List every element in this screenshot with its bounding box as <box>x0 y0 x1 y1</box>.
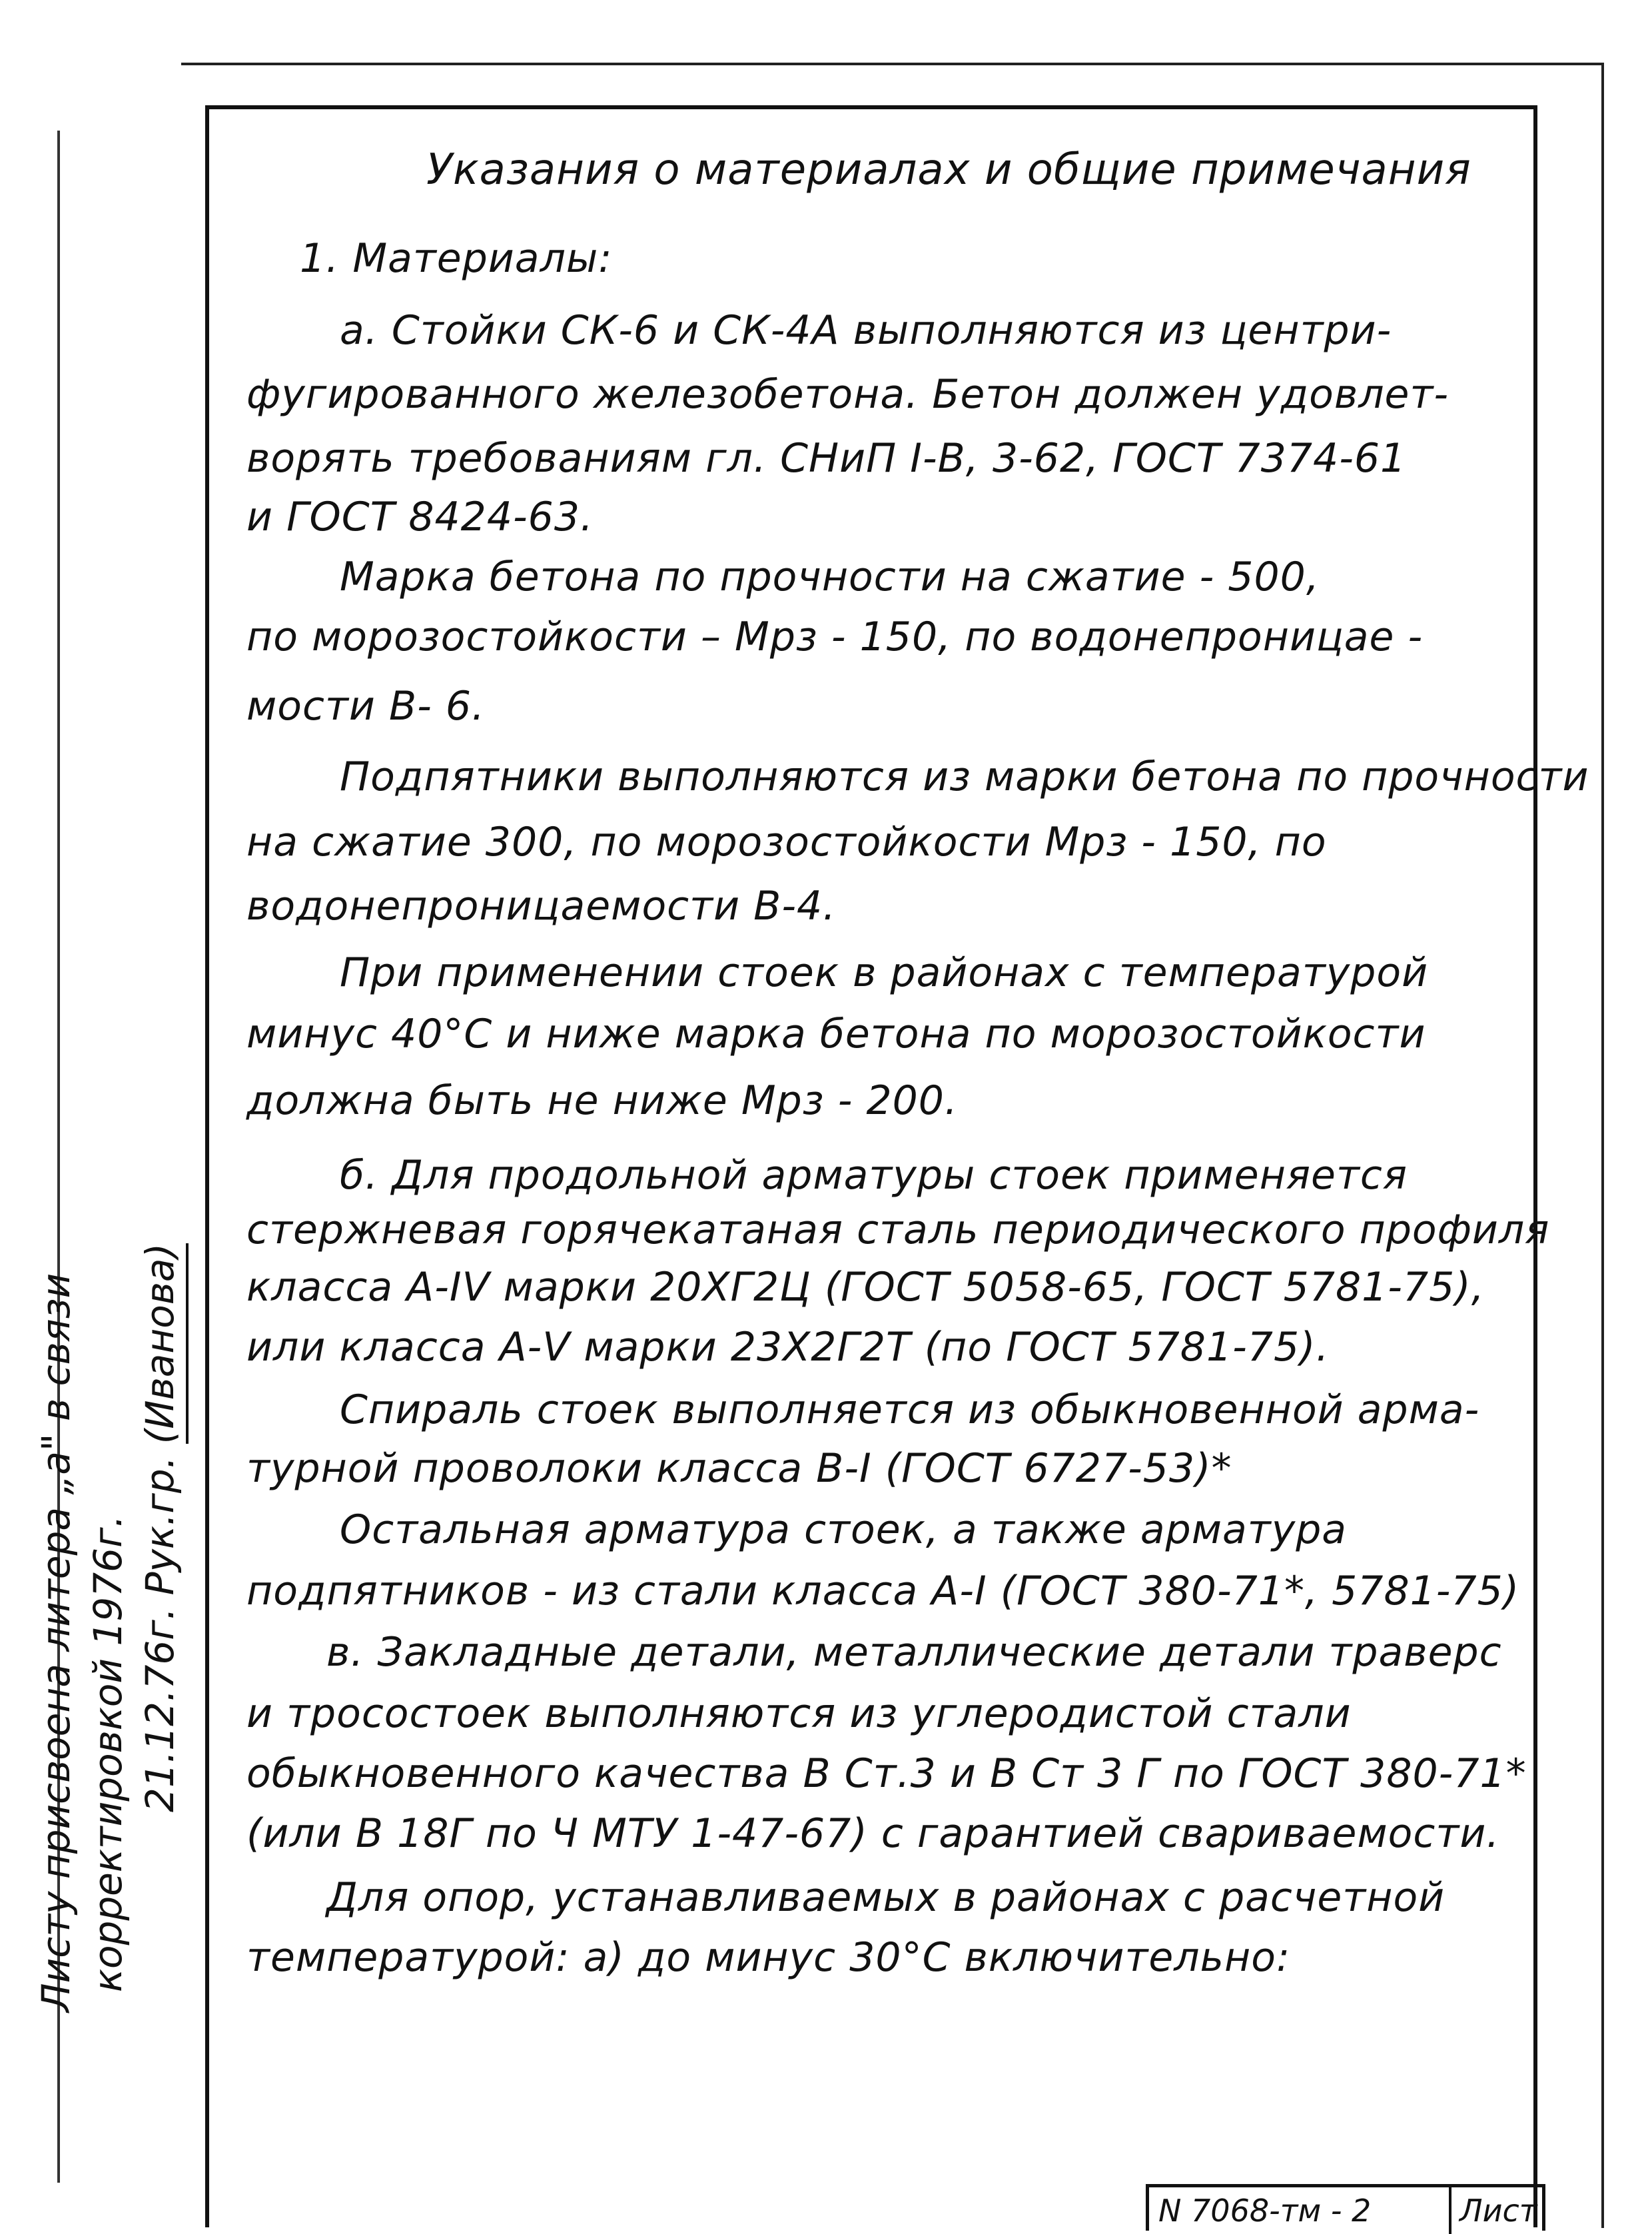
text-line: подпятников - из стали класса А-I (ГОСТ 380-71*, 5781-75) <box>246 1568 1520 1614</box>
text-line: б. Для продольной арматуры стоек применяется <box>340 1152 1408 1199</box>
text-line: Остальная арматура стоек, а также арматура <box>340 1506 1348 1553</box>
revision-note-line-3 <box>134 1243 189 1812</box>
revision-signature: (Иванова) <box>134 1243 189 1444</box>
text-line: (или В 18Г по Ч МТУ 1-47-67) с гарантией свариваемости. <box>246 1810 1500 1857</box>
text-line: а. Стойки СК-6 и СК-4А выполняются из центри- <box>340 307 1392 354</box>
text-line: Спираль стоек выполняется из обыкновенной арма- <box>340 1387 1480 1433</box>
text-line: или класса А-V марки 23Х2Г2Т (по ГОСТ 5781-75). <box>246 1324 1330 1371</box>
text-line: и тросостоек выполняются из углеродистой стали <box>246 1690 1352 1737</box>
text-line: класса А-IV марки 20ХГ2Ц (ГОСТ 5058-65, ГОСТ 5781-75), <box>246 1264 1485 1311</box>
text-line: и ГОСТ 8424-63. <box>246 494 594 540</box>
text-line: температурой: а) до минус 30°С включительно: <box>246 1934 1291 1981</box>
text-line: Для опор, устанавливаемых в районах с расчетной <box>326 1874 1446 1921</box>
text-line: должна быть не ниже Мрз - 200. <box>246 1077 959 1124</box>
text-line: на сжатие 300, по морозостойкости Мрз - 150, по <box>246 819 1327 865</box>
outer-frame-right <box>1601 63 1604 2228</box>
sheet-label: Лист <box>1459 2193 1537 2229</box>
section-heading: 1. Материалы: <box>300 235 613 282</box>
revision-note-line-2: корректировкой 1976г. <box>85 1515 131 1992</box>
text-line: При применении стоек в районах с температурой <box>340 949 1429 996</box>
document-body <box>206 0 1589 2132</box>
text-line: минус 40°С и ниже марка бетона по морозостойкости <box>246 1011 1426 1057</box>
revision-role: Рук.гр. <box>137 1456 183 1596</box>
revision-date: 21.12.76г. <box>137 1607 183 1812</box>
title-block <box>1146 2184 1545 2231</box>
text-line: в. Закладные детали, металлические детали траверс <box>326 1629 1502 1676</box>
text-line: обыкновенного качества В Ст.3 и В Ст 3 Г по ГОСТ 380-71* <box>246 1750 1527 1797</box>
text-line: по морозостойкости – Мрз - 150, по водонепроницае - <box>246 614 1424 660</box>
text-line: стержневая горячекатаная сталь периодического профиля <box>246 1207 1550 1253</box>
text-line: мости В- 6. <box>246 683 486 730</box>
text-line: Подпятники выполняются из марки бетона по прочности <box>340 754 1589 800</box>
text-line: турной проволоки класса В-I (ГОСТ 6727-53)* <box>246 1445 1232 1492</box>
revision-note-line-1: Листу присвоена литера „а" в связи <box>33 1273 79 2012</box>
text-line: водонепроницаемости В-4. <box>246 883 837 929</box>
text-line: фугированного железобетона. Бетон должен удовлет- <box>246 371 1449 418</box>
text-line: ворять требованиям гл. СНиП I-В, 3-62, ГОСТ 7374-61 <box>246 435 1407 482</box>
text-line: Марка бетона по прочности на сжатие - 500, <box>340 554 1320 600</box>
document-number: N 7068-тм - 2 <box>1158 2193 1372 2229</box>
document-title: Указания о материалах и общие примечания <box>426 145 1471 195</box>
